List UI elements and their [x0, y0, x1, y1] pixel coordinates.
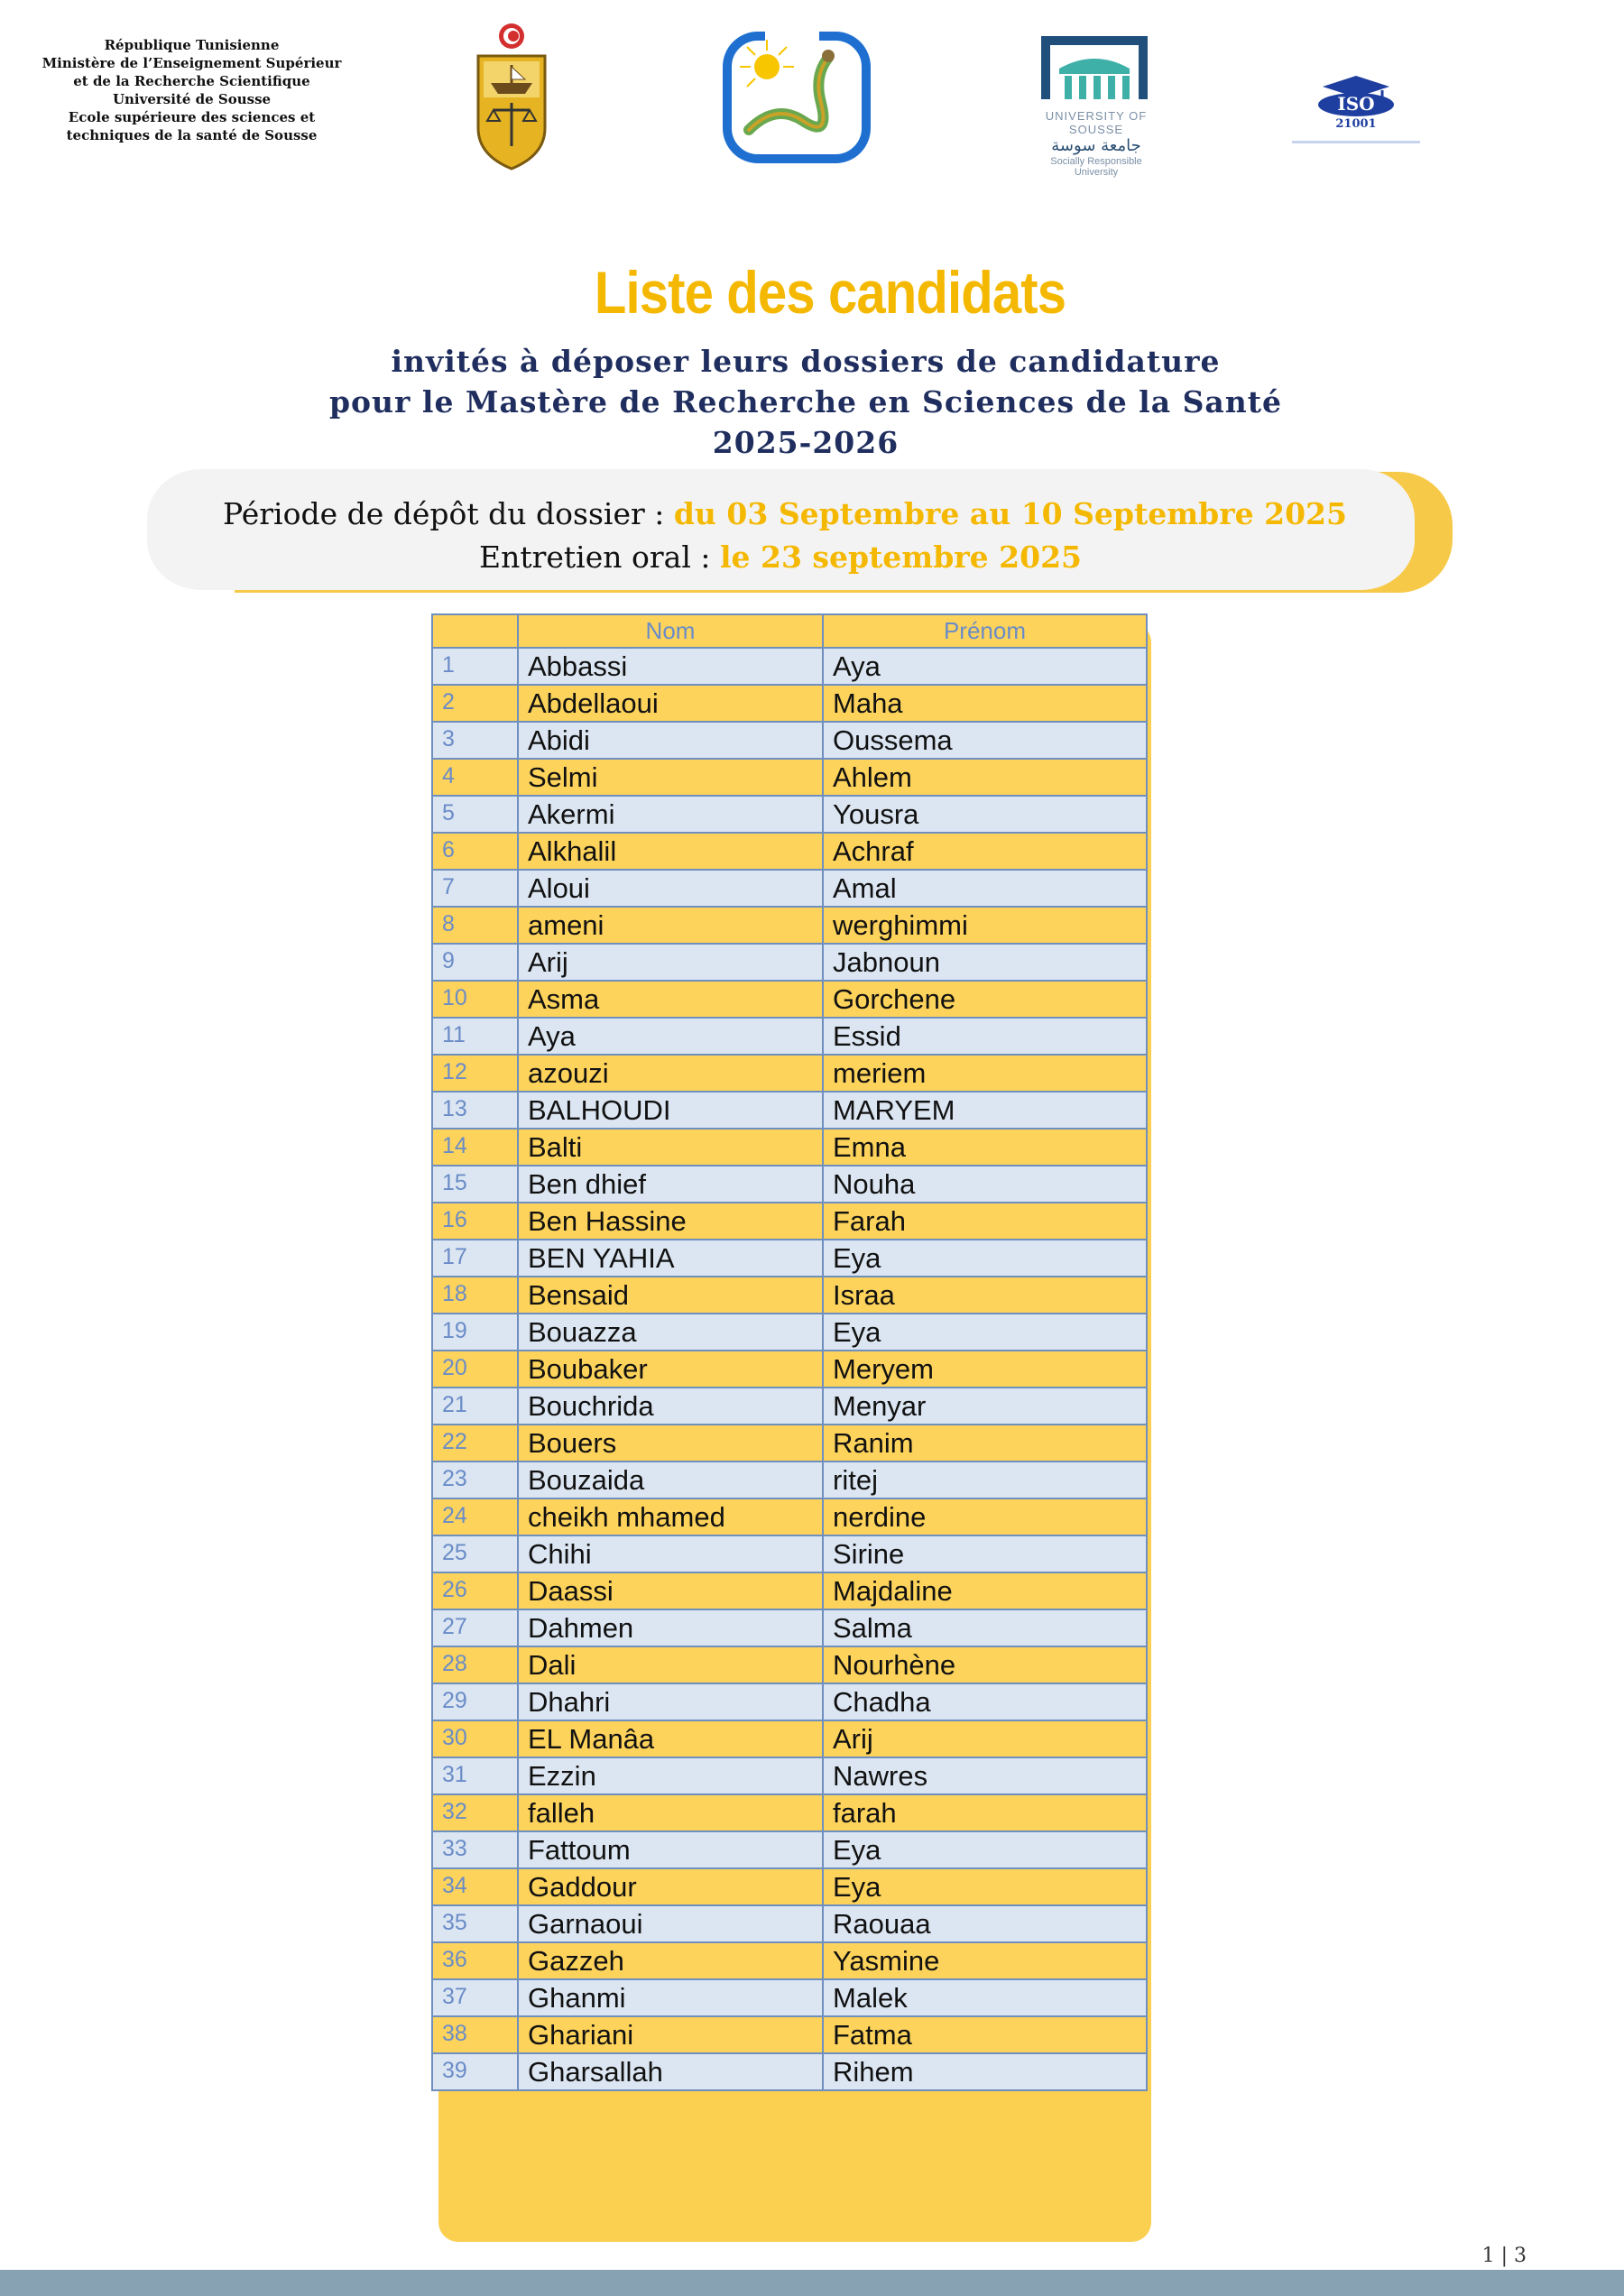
- row-number: 26: [432, 1572, 518, 1609]
- table-row: [432, 944, 1147, 981]
- row-number: 14: [432, 1129, 518, 1166]
- row-number: 17: [432, 1240, 518, 1277]
- candidate-prenom: Sirine: [823, 1535, 1147, 1572]
- row-number: 9: [432, 944, 518, 981]
- candidate-nom: Dahmen: [518, 1609, 823, 1646]
- row-number: 33: [432, 1831, 518, 1868]
- row-number: 31: [432, 1757, 518, 1794]
- candidate-prenom: farah: [823, 1794, 1147, 1831]
- candidate-prenom: Achraf: [823, 833, 1147, 870]
- row-number: 8: [432, 907, 518, 944]
- row-number: 1: [432, 648, 518, 685]
- candidate-nom: Aya: [518, 1018, 823, 1055]
- row-number: 39: [432, 2053, 518, 2090]
- candidate-nom: Abdellaoui: [518, 685, 823, 722]
- table-row: [432, 1572, 1147, 1609]
- row-number: 36: [432, 1942, 518, 1979]
- table-row: [432, 1092, 1147, 1129]
- candidate-nom: falleh: [518, 1794, 823, 1831]
- table-row: [432, 1609, 1147, 1646]
- row-number: 11: [432, 1018, 518, 1055]
- candidate-prenom: Menyar: [823, 1388, 1147, 1425]
- candidate-prenom: nerdine: [823, 1498, 1147, 1535]
- candidate-prenom: Maha: [823, 685, 1147, 722]
- tunisia-coat-of-arms-icon: [471, 20, 552, 171]
- candidate-nom: Asma: [518, 981, 823, 1018]
- candidate-prenom: Israa: [823, 1277, 1147, 1314]
- row-number: 28: [432, 1646, 518, 1683]
- table-row: [432, 1757, 1147, 1794]
- row-number: 16: [432, 1203, 518, 1240]
- candidate-nom: Dali: [518, 1646, 823, 1683]
- candidate-nom: Arij: [518, 944, 823, 981]
- candidate-nom: Bouers: [518, 1425, 823, 1462]
- candidate-nom: Ghanmi: [518, 1979, 823, 2016]
- candidate-prenom: Aya: [823, 648, 1147, 685]
- candidate-nom: BALHOUDI: [518, 1092, 823, 1129]
- table-row: [432, 1129, 1147, 1166]
- candidate-nom: Gazzeh: [518, 1942, 823, 1979]
- candidate-prenom: MARYEM: [823, 1092, 1147, 1129]
- iso-logo-text: ISO: [1337, 93, 1375, 115]
- table-row: [432, 1203, 1147, 1240]
- candidate-prenom: Rihem: [823, 2053, 1147, 2090]
- candidate-nom: Aloui: [518, 870, 823, 907]
- university-logo-tagline: Socially Responsible University: [1050, 156, 1142, 178]
- candidate-prenom: Yasmine: [823, 1942, 1147, 1979]
- candidate-nom: Daassi: [518, 1572, 823, 1609]
- institution-line: Université de Sousse: [112, 91, 272, 107]
- candidate-nom: Abbassi: [518, 648, 823, 685]
- page-title: Liste des candidats: [594, 259, 1066, 326]
- table-row: [432, 1942, 1147, 1979]
- table-row: [432, 1351, 1147, 1388]
- candidate-nom: Akermi: [518, 796, 823, 833]
- table-row: [432, 722, 1147, 759]
- candidate-nom: Gharsallah: [518, 2053, 823, 2090]
- candidate-prenom: Essid: [823, 1018, 1147, 1055]
- deposit-period-value: du 03 Septembre au 10 Septembre 2025: [673, 496, 1347, 531]
- candidate-nom: Ezzin: [518, 1757, 823, 1794]
- candidate-prenom: ritej: [823, 1462, 1147, 1498]
- university-of-sousse-logo-icon: [1029, 32, 1173, 178]
- iso-21001-logo-icon: [1288, 70, 1424, 153]
- candidate-nom: Dhahri: [518, 1683, 823, 1720]
- row-number: 37: [432, 1979, 518, 2016]
- row-number: 25: [432, 1535, 518, 1572]
- candidate-prenom: Oussema: [823, 722, 1147, 759]
- row-number: 24: [432, 1498, 518, 1535]
- table-row: [432, 1646, 1147, 1683]
- university-logo-caption: UNIVERSITY OF SOUSSE: [1045, 109, 1148, 136]
- oral-interview-label: Entretien oral :: [479, 539, 720, 575]
- table-row: [432, 1720, 1147, 1757]
- candidate-prenom: Meryem: [823, 1351, 1147, 1388]
- row-number: 13: [432, 1092, 518, 1129]
- row-number: 20: [432, 1351, 518, 1388]
- table-row: [432, 1388, 1147, 1425]
- table-row: [432, 1831, 1147, 1868]
- candidate-nom: azouzi: [518, 1055, 823, 1092]
- candidate-prenom: Farah: [823, 1203, 1147, 1240]
- table-row: [432, 1794, 1147, 1831]
- candidate-prenom: Eya: [823, 1314, 1147, 1351]
- candidate-prenom: Raouaa: [823, 1905, 1147, 1942]
- iso-logo-number: 21001: [1335, 117, 1377, 131]
- row-number: 29: [432, 1683, 518, 1720]
- essts-snake-sun-logo-icon: [722, 31, 872, 164]
- candidate-prenom: Eya: [823, 1868, 1147, 1905]
- candidate-nom: Bouzaida: [518, 1462, 823, 1498]
- column-header-number: [432, 614, 518, 648]
- candidate-nom: ameni: [518, 907, 823, 944]
- table-row: [432, 1277, 1147, 1314]
- table-row: [432, 1979, 1147, 2016]
- candidate-prenom: Chadha: [823, 1683, 1147, 1720]
- candidate-nom: Alkhalil: [518, 833, 823, 870]
- institution-line: Ministère de l’Enseignement Supérieur: [42, 55, 342, 71]
- row-number: 2: [432, 685, 518, 722]
- university-logo-arabic: جامعة سوسة: [1051, 136, 1141, 155]
- row-number: 27: [432, 1609, 518, 1646]
- table-row: [432, 1868, 1147, 1905]
- candidate-prenom: Fatma: [823, 2016, 1147, 2053]
- candidate-nom: Bouchrida: [518, 1388, 823, 1425]
- column-header-prenom: Prénom: [823, 614, 1147, 648]
- candidate-prenom: Eya: [823, 1240, 1147, 1277]
- candidate-prenom: Majdaline: [823, 1572, 1147, 1609]
- footer-bar: [0, 2270, 1624, 2296]
- candidate-prenom: meriem: [823, 1055, 1147, 1092]
- candidate-nom: Ben Hassine: [518, 1203, 823, 1240]
- candidate-prenom: Eya: [823, 1831, 1147, 1868]
- row-number: 12: [432, 1055, 518, 1092]
- table-row: [432, 1314, 1147, 1351]
- candidate-nom: Boubaker: [518, 1351, 823, 1388]
- table-row: [432, 1683, 1147, 1720]
- row-number: 18: [432, 1277, 518, 1314]
- table-row: [432, 981, 1147, 1018]
- row-number: 3: [432, 722, 518, 759]
- candidate-nom: cheikh mhamed: [518, 1498, 823, 1535]
- table-row: [432, 870, 1147, 907]
- candidate-nom: EL Manâa: [518, 1720, 823, 1757]
- row-number: 15: [432, 1166, 518, 1203]
- row-number: 38: [432, 2016, 518, 2053]
- table-row: [432, 2053, 1147, 2090]
- row-number: 22: [432, 1425, 518, 1462]
- subtitle-year: 2025-2026: [712, 425, 900, 460]
- candidate-prenom: werghimmi: [823, 907, 1147, 944]
- table-row: [432, 2016, 1147, 2053]
- candidate-nom: Bensaid: [518, 1277, 823, 1314]
- table-row: [432, 1018, 1147, 1055]
- row-number: 32: [432, 1794, 518, 1831]
- table-row: [432, 685, 1147, 722]
- subtitle-line: pour le Mastère de Recherche en Sciences de la Santé: [328, 384, 1283, 420]
- candidate-prenom: Gorchene: [823, 981, 1147, 1018]
- candidate-prenom: Nouha: [823, 1166, 1147, 1203]
- candidate-prenom: Yousra: [823, 796, 1147, 833]
- candidate-prenom: Ahlem: [823, 759, 1147, 796]
- table-header-row: [432, 614, 1147, 648]
- oral-interview-value: le 23 septembre 2025: [719, 539, 1082, 575]
- institution-line: et de la Recherche Scientifique: [73, 73, 310, 89]
- candidate-prenom: Ranim: [823, 1425, 1147, 1462]
- candidate-nom: Ben dhief: [518, 1166, 823, 1203]
- candidate-nom: Gaddour: [518, 1868, 823, 1905]
- column-header-nom: Nom: [518, 614, 823, 648]
- candidate-prenom: Amal: [823, 870, 1147, 907]
- institution-line: Ecole supérieure des sciences et: [68, 109, 316, 125]
- table-row: [432, 1425, 1147, 1462]
- candidate-prenom: Salma: [823, 1609, 1147, 1646]
- table-row: [432, 1166, 1147, 1203]
- institution-line: techniques de la santé de Sousse: [66, 127, 318, 143]
- table-row: [432, 1055, 1147, 1092]
- candidate-prenom: Malek: [823, 1979, 1147, 2016]
- candidate-prenom: Jabnoun: [823, 944, 1147, 981]
- row-number: 35: [432, 1905, 518, 1942]
- candidate-nom: Bouazza: [518, 1314, 823, 1351]
- table-row: [432, 1535, 1147, 1572]
- candidates-table: [431, 613, 1148, 2091]
- candidate-prenom: Arij: [823, 1720, 1147, 1757]
- row-number: 34: [432, 1868, 518, 1905]
- candidate-prenom: Nourhène: [823, 1646, 1147, 1683]
- candidate-nom: Chihi: [518, 1535, 823, 1572]
- oral-interview: [144, 539, 1416, 575]
- institution-header: [36, 36, 347, 144]
- table-row: [432, 648, 1147, 685]
- candidate-nom: Selmi: [518, 759, 823, 796]
- row-number: 7: [432, 870, 518, 907]
- candidate-nom: Balti: [518, 1129, 823, 1166]
- table-row: [432, 1498, 1147, 1535]
- candidate-nom: Abidi: [518, 722, 823, 759]
- table-row: [432, 907, 1147, 944]
- table-row: [432, 1240, 1147, 1277]
- deposit-period: [135, 496, 1435, 531]
- row-number: 5: [432, 796, 518, 833]
- candidate-nom: Ghariani: [518, 2016, 823, 2053]
- table-row: [432, 1905, 1147, 1942]
- deposit-period-label: Période de dépôt du dossier :: [223, 496, 674, 531]
- row-number: 10: [432, 981, 518, 1018]
- row-number: 19: [432, 1314, 518, 1351]
- table-row: [432, 833, 1147, 870]
- table-row: [432, 1462, 1147, 1498]
- page-number: 1 | 3: [1481, 2245, 1527, 2267]
- table-row: [432, 796, 1147, 833]
- row-number: 4: [432, 759, 518, 796]
- subtitle-line: invités à déposer leurs dossiers de candidature: [391, 344, 1221, 379]
- candidate-nom: Garnaoui: [518, 1905, 823, 1942]
- candidate-prenom: Nawres: [823, 1757, 1147, 1794]
- candidate-nom: Fattoum: [518, 1831, 823, 1868]
- candidate-nom: BEN YAHIA: [518, 1240, 823, 1277]
- candidate-prenom: Emna: [823, 1129, 1147, 1166]
- row-number: 21: [432, 1388, 518, 1425]
- institution-line: République Tunisienne: [104, 37, 280, 53]
- table-row: [432, 759, 1147, 796]
- row-number: 6: [432, 833, 518, 870]
- row-number: 23: [432, 1462, 518, 1498]
- row-number: 30: [432, 1720, 518, 1757]
